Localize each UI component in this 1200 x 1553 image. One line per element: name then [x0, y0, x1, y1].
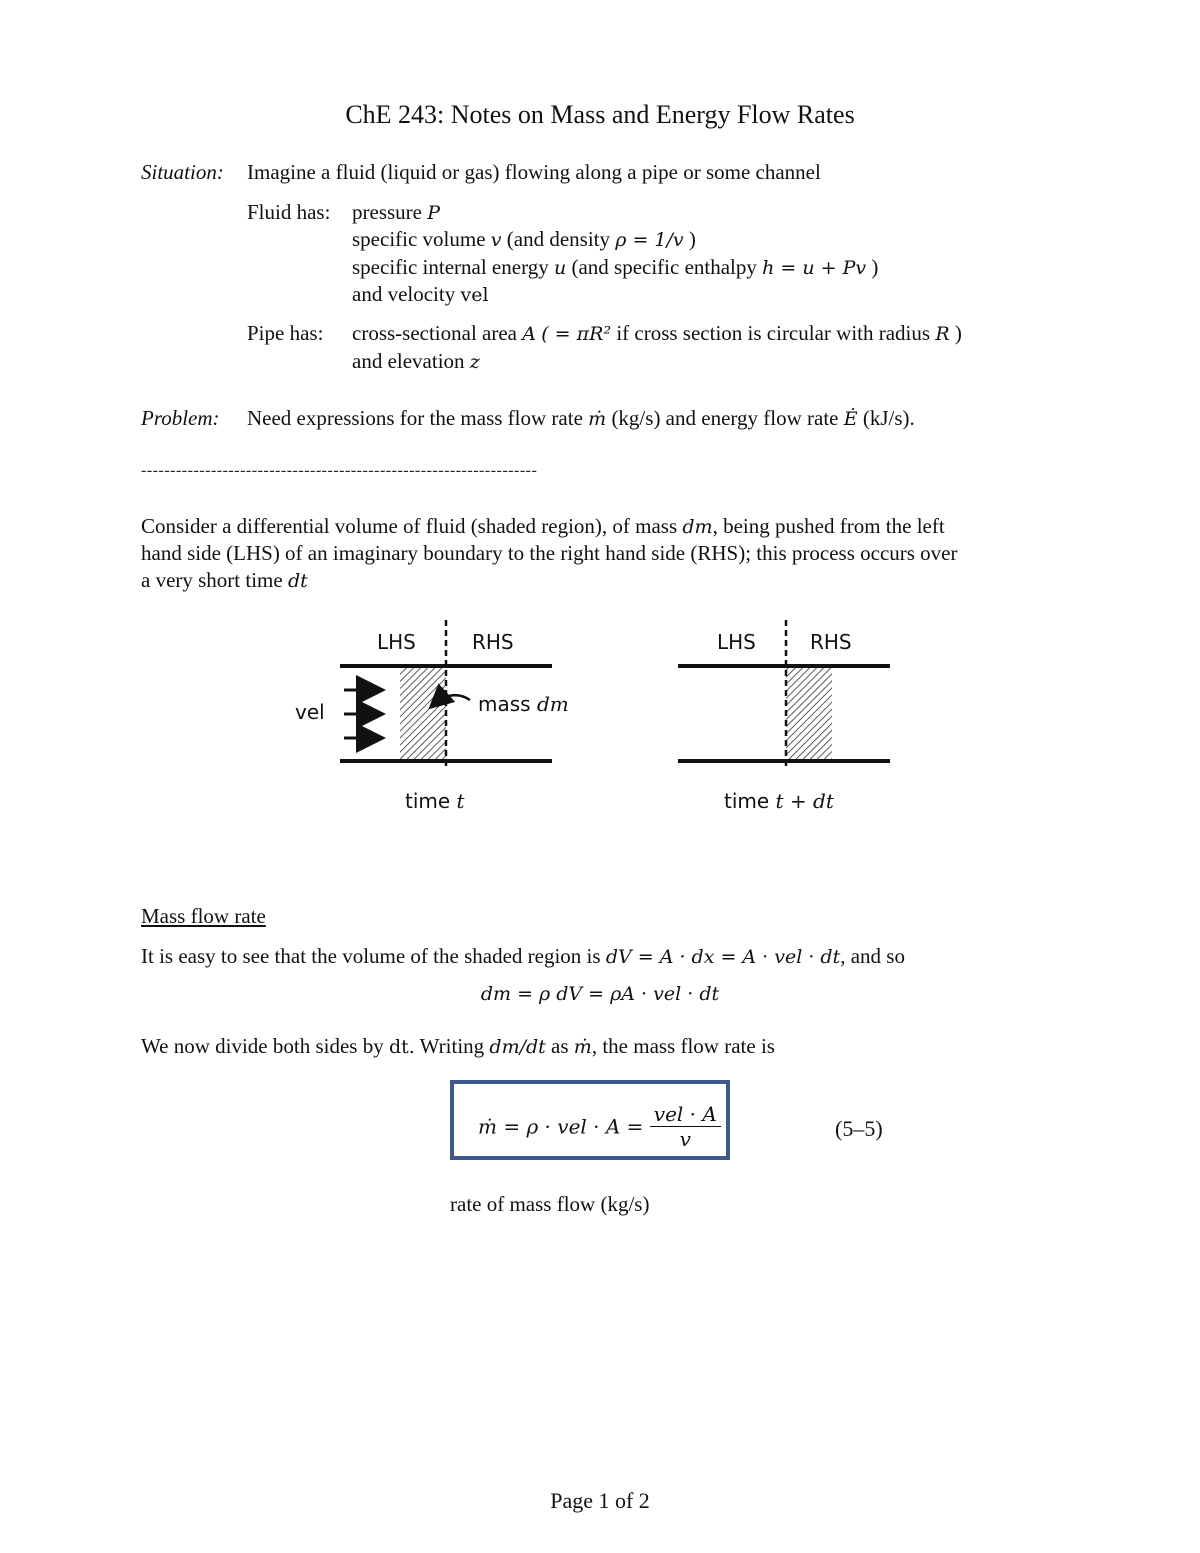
velocity-text: and velocity	[352, 282, 456, 306]
box-denominator: v	[650, 1126, 721, 1151]
pipe-area-line	[352, 321, 962, 346]
shaded-region-left	[400, 668, 446, 760]
mass-flow-line-1-text: It is easy to see that the volume of the shaded region is	[141, 944, 601, 968]
box-numerator: vel · A	[653, 1102, 717, 1126]
area-close-paren: )	[954, 321, 962, 345]
fluid-pressure-line	[352, 200, 440, 225]
enthalpy-text: (and specific enthalpy	[571, 255, 757, 279]
dm-equation: dm = ρ dV = ρA · vel · dt	[480, 983, 720, 1005]
line2-mdot: ṁ	[573, 1036, 592, 1058]
consider-line-2: hand side (LHS) of an imaginary boundary to the right hand side (RHS); this process occurs over	[141, 541, 958, 565]
lhs-label-right: LHS	[717, 630, 756, 654]
mass-flow-heading: Mass flow rate	[141, 904, 266, 928]
consider-line-1-text: Consider a differential volume of fluid (shaded region), of mass	[141, 514, 678, 538]
radius-symbol: R	[935, 323, 950, 345]
situation-text: Imagine a fluid (liquid or gas) flowing along a pipe or some channel	[247, 160, 821, 184]
fluid-label: Fluid has:	[247, 200, 331, 224]
consider-line-1-end: , being pushed from the left	[712, 514, 945, 538]
mass-flow-line-2-end: , the mass flow rate is	[591, 1034, 775, 1058]
fluid-energy-line: specific internal energy u (and specific enthalpy h = u + Pv )	[352, 255, 879, 279]
time-t-dt-text: time	[724, 789, 770, 813]
problem-text-1: Need expressions for the mass flow rate	[247, 406, 583, 430]
volume-symbol: v	[490, 229, 502, 251]
problem-text	[247, 406, 915, 431]
equation-number: (5–5)	[835, 1116, 883, 1141]
internal-energy-text: specific internal energy	[352, 255, 549, 279]
mass-flow-line-1-end: , and so	[840, 944, 905, 968]
flow-diagram	[0, 600, 1200, 830]
diagram-time-t-dt	[678, 620, 890, 770]
dt-symbol: dt	[287, 570, 308, 592]
elevation-symbol: z	[469, 351, 480, 373]
equation-caption: rate of mass flow (kg/s)	[450, 1192, 650, 1216]
mass-label	[478, 692, 569, 716]
problem-text-3: (kJ/s).	[862, 406, 915, 430]
mass-text: mass	[478, 692, 531, 716]
mass-flow-line-1	[141, 944, 905, 969]
velocity-symbol: vel	[460, 284, 489, 306]
situation-label: Situation:	[141, 160, 224, 184]
lhs-label-left: LHS	[377, 630, 416, 654]
divide-dt: dt.	[388, 1036, 415, 1058]
pipe-elevation-line	[352, 349, 480, 374]
mass-flow-line-2	[141, 1034, 775, 1059]
consider-line-3	[141, 568, 308, 593]
enthalpy-equation: h = u + Pv	[762, 257, 867, 279]
area-equation: ( = πR²	[541, 323, 612, 345]
rhs-label-right: RHS	[810, 630, 852, 654]
dm-dt-ratio: dm/dt	[489, 1036, 546, 1058]
mdot-symbol: ṁ	[588, 408, 607, 430]
dashed-separator: --------------------------------------------------------------------	[141, 462, 538, 479]
consider-line-3-text: a very short time	[141, 568, 283, 592]
dv-equation: dV = A · dx = A · vel · dt	[605, 946, 841, 968]
area-text: cross-sectional area	[352, 321, 517, 345]
density-text: (and density	[506, 227, 611, 251]
pressure-symbol: P	[427, 202, 441, 224]
dm-symbol: dm	[682, 516, 713, 538]
internal-energy-symbol: u	[553, 257, 567, 279]
volume-text: specific volume	[352, 227, 486, 251]
time-t-dt-symbol: t + dt	[775, 789, 834, 813]
elevation-text: and elevation	[352, 349, 465, 373]
as-text: as	[551, 1034, 569, 1058]
time-t-dt-label	[724, 789, 834, 813]
edot-symbol: Ė	[843, 408, 858, 430]
divide-text: We now divide both sides by	[141, 1034, 384, 1058]
fluid-volume-line: specific volume v (and density ρ = 1/v )	[352, 227, 696, 251]
box-fraction	[650, 1102, 721, 1151]
shaded-region-right	[786, 668, 832, 760]
density-equation: ρ = 1/v	[615, 229, 684, 251]
page-title: ChE 243: Notes on Mass and Energy Flow Rates	[345, 100, 855, 129]
area-symbol: A	[522, 323, 536, 345]
page-footer: Page 1 of 2	[550, 1488, 650, 1513]
box-equation-lhs: ṁ = ρ · vel · A =	[478, 1114, 644, 1139]
writing-text: Writing	[419, 1034, 485, 1058]
boxed-equation	[478, 1102, 721, 1151]
problem-text-2: (kg/s) and energy flow rate	[611, 406, 839, 430]
time-t-text: time	[405, 789, 451, 813]
vel-label: vel	[295, 700, 325, 724]
rhs-label-left: RHS	[472, 630, 514, 654]
mass-flow-equation-box	[450, 1080, 730, 1160]
mass-dm-symbol: dm	[536, 692, 569, 716]
pipe-label: Pipe has:	[247, 321, 324, 345]
pressure-text: pressure	[352, 200, 422, 224]
time-t-label	[405, 789, 465, 813]
fluid-velocity-line	[352, 282, 489, 307]
time-t-symbol: t	[456, 789, 465, 813]
area-condition: if cross section is circular with radius	[616, 321, 931, 345]
problem-label: Problem:	[141, 406, 220, 430]
consider-line-1	[141, 514, 945, 539]
